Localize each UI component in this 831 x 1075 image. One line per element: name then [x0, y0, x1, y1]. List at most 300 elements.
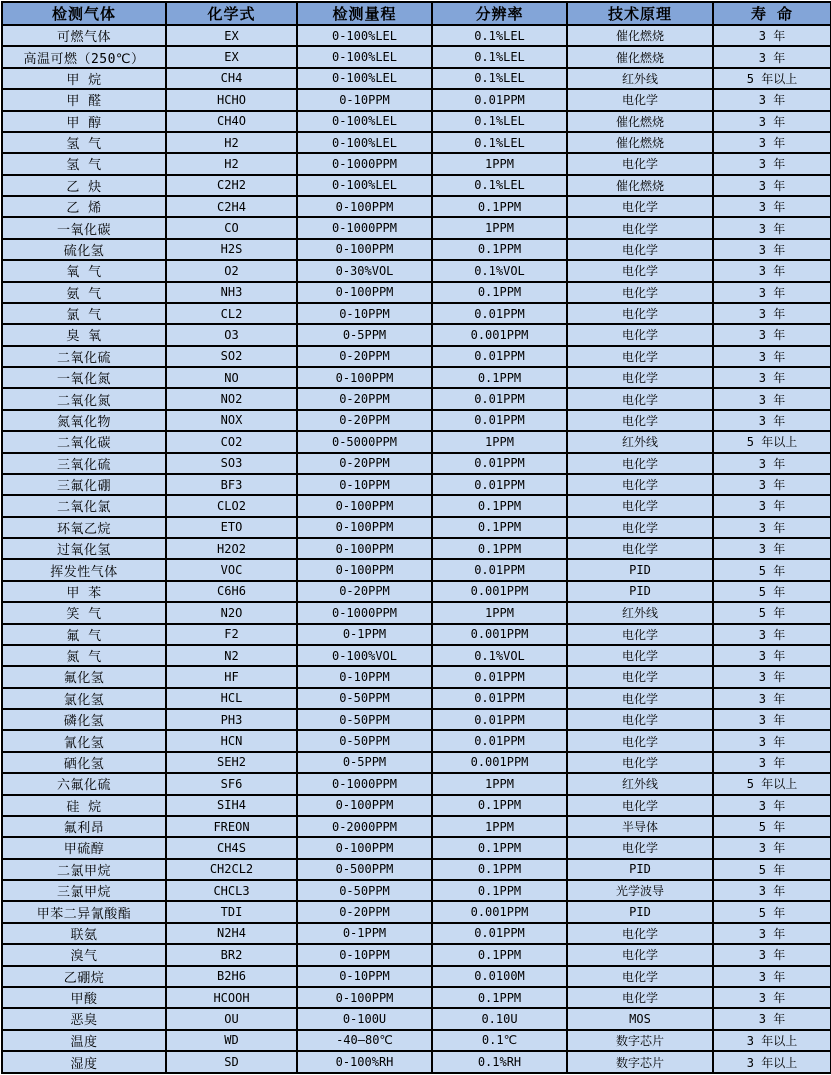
table-row — [2, 68, 831, 89]
spec-cell: 3 年 — [713, 46, 831, 67]
spec-cell: 0.1PPM — [432, 239, 567, 260]
spec-cell: 0.001PPM — [432, 581, 567, 602]
table-body — [2, 25, 831, 1073]
gas-name-cell: 氟化氢 — [2, 666, 166, 687]
table-row — [2, 217, 831, 238]
spec-cell: 催化燃烧 — [567, 132, 713, 153]
gas-name-cell: 氯化氢 — [2, 688, 166, 709]
gas-name-cell: 三氟化硼 — [2, 474, 166, 495]
spec-cell: 0.01PPM — [432, 89, 567, 110]
spec-cell: 0-100PPM — [297, 559, 432, 580]
gas-name-cell: 乙硼烷 — [2, 966, 166, 987]
spec-cell: 0-20PPM — [297, 346, 432, 367]
spec-cell: 0.1%LEL — [432, 68, 567, 89]
gas-name-cell: 甲酸 — [2, 987, 166, 1008]
spec-cell: 0.01PPM — [432, 410, 567, 431]
table-row — [2, 987, 831, 1008]
gas-name-cell: 氢 气 — [2, 132, 166, 153]
spec-cell: ETO — [166, 517, 297, 538]
table-row — [2, 111, 831, 132]
gas-name-cell: 甲 醛 — [2, 89, 166, 110]
spec-cell: 0.1PPM — [432, 837, 567, 858]
spec-cell: 0.001PPM — [432, 752, 567, 773]
spec-cell: 红外线 — [567, 431, 713, 452]
spec-cell: 3 年 — [713, 880, 831, 901]
spec-cell: HCL — [166, 688, 297, 709]
spec-cell: 3 年 — [713, 474, 831, 495]
spec-cell: H2 — [166, 132, 297, 153]
spec-cell: 3 年 — [713, 709, 831, 730]
spec-cell: 0-100PPM — [297, 367, 432, 388]
spec-cell: 电化学 — [567, 324, 713, 345]
gas-name-cell: 过氧化氢 — [2, 538, 166, 559]
spec-cell: 0-100%LEL — [297, 25, 432, 46]
column-header: 技术原理 — [567, 2, 713, 25]
spec-cell: PH3 — [166, 709, 297, 730]
table-row — [2, 709, 831, 730]
spec-cell: NO — [166, 367, 297, 388]
table-row — [2, 966, 831, 987]
table-row — [2, 453, 831, 474]
spec-cell: SO3 — [166, 453, 297, 474]
spec-cell: 0-50PPM — [297, 688, 432, 709]
spec-cell: 3 年 — [713, 303, 831, 324]
spec-cell: 0-1PPM — [297, 923, 432, 944]
spec-cell: 电化学 — [567, 153, 713, 174]
spec-cell: 电化学 — [567, 388, 713, 409]
gas-name-cell: 一氧化氮 — [2, 367, 166, 388]
spec-cell: 3 年 — [713, 175, 831, 196]
spec-cell: 3 年 — [713, 730, 831, 751]
spec-cell: 3 年 — [713, 324, 831, 345]
table-row — [2, 25, 831, 46]
gas-name-cell: 臭 氧 — [2, 324, 166, 345]
spec-cell: 0-100PPM — [297, 837, 432, 858]
spec-cell: 0.01PPM — [432, 666, 567, 687]
spec-cell: 0.01PPM — [432, 923, 567, 944]
spec-cell: -40—80℃ — [297, 1030, 432, 1051]
spec-cell: 0.1%LEL — [432, 25, 567, 46]
spec-cell: 3 年 — [713, 153, 831, 174]
table-row — [2, 46, 831, 67]
table-row — [2, 752, 831, 773]
spec-cell: 5 年 — [713, 581, 831, 602]
spec-cell: 1PPM — [432, 773, 567, 794]
spec-cell: SF6 — [166, 773, 297, 794]
spec-cell: 0.01PPM — [432, 559, 567, 580]
spec-cell: 0.1PPM — [432, 944, 567, 965]
spec-cell: 3 年 — [713, 688, 831, 709]
spec-cell: CH4S — [166, 837, 297, 858]
spec-cell: 光学波导 — [567, 880, 713, 901]
spec-cell: 0-10PPM — [297, 474, 432, 495]
spec-cell: PID — [567, 559, 713, 580]
spec-cell: 半导体 — [567, 816, 713, 837]
spec-cell: 3 年 — [713, 239, 831, 260]
spec-cell: 5 年以上 — [713, 431, 831, 452]
spec-cell: 5 年以上 — [713, 68, 831, 89]
gas-name-cell: 甲 烷 — [2, 68, 166, 89]
spec-cell: 0-100%LEL — [297, 111, 432, 132]
spec-cell: 0.1PPM — [432, 367, 567, 388]
spec-cell: N2H4 — [166, 923, 297, 944]
spec-cell: PID — [567, 901, 713, 922]
spec-cell: 0-20PPM — [297, 388, 432, 409]
spec-cell: 0-100%LEL — [297, 46, 432, 67]
spec-cell: 电化学 — [567, 217, 713, 238]
gas-name-cell: 氰化氢 — [2, 730, 166, 751]
table-row — [2, 1051, 831, 1073]
spec-cell: FREON — [166, 816, 297, 837]
spec-cell: 红外线 — [567, 602, 713, 623]
spec-cell: 0.1PPM — [432, 196, 567, 217]
spec-cell: 3 年 — [713, 196, 831, 217]
gas-name-cell: 三氧化硫 — [2, 453, 166, 474]
table-row — [2, 1008, 831, 1029]
gas-name-cell: 甲苯二异氰酸酯 — [2, 901, 166, 922]
gas-name-cell: 六氟化硫 — [2, 773, 166, 794]
spec-cell: 0-1000PPM — [297, 217, 432, 238]
spec-cell: 0-100PPM — [297, 196, 432, 217]
spec-cell: H2 — [166, 153, 297, 174]
spec-cell: 0-1PPM — [297, 624, 432, 645]
spec-cell: 3 年 — [713, 346, 831, 367]
spec-cell: 0-100%RH — [297, 1051, 432, 1073]
spec-cell: 3 年 — [713, 624, 831, 645]
gas-name-cell: 氢 气 — [2, 153, 166, 174]
table-row — [2, 773, 831, 794]
gas-name-cell: 一氧化碳 — [2, 217, 166, 238]
table-row — [2, 816, 831, 837]
spec-cell: 0-30%VOL — [297, 260, 432, 281]
spec-cell: SO2 — [166, 346, 297, 367]
spec-cell: 0-100PPM — [297, 517, 432, 538]
spec-cell: 3 年 — [713, 388, 831, 409]
spec-cell: 5 年 — [713, 816, 831, 837]
table-row — [2, 624, 831, 645]
spec-cell: 0-100PPM — [297, 282, 432, 303]
spec-cell: 3 年 — [713, 1008, 831, 1029]
table-row — [2, 153, 831, 174]
gas-sensor-spec-table-sheet — [1, 1, 830, 1074]
spec-cell: 0.01PPM — [432, 688, 567, 709]
gas-name-cell: 氟 气 — [2, 624, 166, 645]
table-row — [2, 474, 831, 495]
spec-cell: NH3 — [166, 282, 297, 303]
spec-cell: TDI — [166, 901, 297, 922]
spec-cell: 电化学 — [567, 837, 713, 858]
gas-name-cell: 湿度 — [2, 1051, 166, 1073]
spec-cell: CHCL3 — [166, 880, 297, 901]
spec-cell: WD — [166, 1030, 297, 1051]
spec-cell: 3 年 — [713, 538, 831, 559]
table-row — [2, 175, 831, 196]
gas-name-cell: 氧 气 — [2, 260, 166, 281]
spec-cell: 电化学 — [567, 346, 713, 367]
spec-cell: HCHO — [166, 89, 297, 110]
spec-cell: O3 — [166, 324, 297, 345]
spec-cell: 3 年 — [713, 367, 831, 388]
gas-name-cell: 氮 气 — [2, 645, 166, 666]
spec-cell: F2 — [166, 624, 297, 645]
spec-cell: 0.1%LEL — [432, 132, 567, 153]
spec-cell: PID — [567, 581, 713, 602]
gas-name-cell: 笑 气 — [2, 602, 166, 623]
gas-name-cell: 二氧化氯 — [2, 495, 166, 516]
spec-cell: 0-100%LEL — [297, 175, 432, 196]
table-header — [2, 2, 831, 25]
spec-cell: 5 年 — [713, 859, 831, 880]
gas-name-cell: 氯 气 — [2, 303, 166, 324]
spec-cell: 3 年 — [713, 25, 831, 46]
spec-cell: N2O — [166, 602, 297, 623]
gas-sensor-spec-table — [1, 1, 831, 1074]
table-row — [2, 645, 831, 666]
spec-cell: 0.01PPM — [432, 453, 567, 474]
spec-cell: 3 年 — [713, 410, 831, 431]
spec-cell: 0.01PPM — [432, 709, 567, 730]
spec-cell: 数字芯片 — [567, 1030, 713, 1051]
header-row — [2, 2, 831, 25]
spec-cell: 电化学 — [567, 944, 713, 965]
spec-cell: B2H6 — [166, 966, 297, 987]
gas-name-cell: 二氯甲烷 — [2, 859, 166, 880]
spec-cell: 电化学 — [567, 966, 713, 987]
spec-cell: 电化学 — [567, 474, 713, 495]
spec-cell: EX — [166, 46, 297, 67]
table-row — [2, 388, 831, 409]
spec-cell: MOS — [567, 1008, 713, 1029]
spec-cell: 3 年 — [713, 111, 831, 132]
spec-cell: 0.1PPM — [432, 987, 567, 1008]
spec-cell: 3 年 — [713, 495, 831, 516]
spec-cell: 0-100%LEL — [297, 68, 432, 89]
spec-cell: 电化学 — [567, 303, 713, 324]
spec-cell: PID — [567, 859, 713, 880]
spec-cell: 电化学 — [567, 495, 713, 516]
spec-cell: SIH4 — [166, 795, 297, 816]
table-row — [2, 239, 831, 260]
spec-cell: 0.001PPM — [432, 324, 567, 345]
spec-cell: 0-20PPM — [297, 453, 432, 474]
column-header: 寿 命 — [713, 2, 831, 25]
spec-cell: O2 — [166, 260, 297, 281]
spec-cell: 0.1℃ — [432, 1030, 567, 1051]
table-row — [2, 602, 831, 623]
spec-cell: N2 — [166, 645, 297, 666]
table-row — [2, 346, 831, 367]
spec-cell: BR2 — [166, 944, 297, 965]
spec-cell: CO — [166, 217, 297, 238]
spec-cell: 0-10PPM — [297, 303, 432, 324]
table-row — [2, 901, 831, 922]
gas-name-cell: 甲硫醇 — [2, 837, 166, 858]
spec-cell: 1PPM — [432, 816, 567, 837]
spec-cell: 电化学 — [567, 795, 713, 816]
spec-cell: 0-20PPM — [297, 901, 432, 922]
spec-cell: 0.1PPM — [432, 538, 567, 559]
spec-cell: VOC — [166, 559, 297, 580]
spec-cell: 电化学 — [567, 239, 713, 260]
table-row — [2, 581, 831, 602]
spec-cell: 3 年 — [713, 666, 831, 687]
spec-cell: 3 年 — [713, 282, 831, 303]
table-row — [2, 324, 831, 345]
spec-cell: 0-2000PPM — [297, 816, 432, 837]
gas-name-cell: 磷化氢 — [2, 709, 166, 730]
gas-name-cell: 高温可燃（250℃） — [2, 46, 166, 67]
table-row — [2, 410, 831, 431]
spec-cell: 0-50PPM — [297, 730, 432, 751]
spec-cell: 电化学 — [567, 410, 713, 431]
table-row — [2, 89, 831, 110]
spec-cell: 3 年以上 — [713, 1030, 831, 1051]
spec-cell: 0.1PPM — [432, 282, 567, 303]
table-row — [2, 431, 831, 452]
spec-cell: SD — [166, 1051, 297, 1073]
table-row — [2, 923, 831, 944]
spec-cell: 电化学 — [567, 666, 713, 687]
spec-cell: SEH2 — [166, 752, 297, 773]
gas-name-cell: 甲 醇 — [2, 111, 166, 132]
spec-cell: 0.001PPM — [432, 901, 567, 922]
spec-cell: HF — [166, 666, 297, 687]
gas-name-cell: 氨 气 — [2, 282, 166, 303]
spec-cell: 0.1%LEL — [432, 111, 567, 132]
gas-name-cell: 三氯甲烷 — [2, 880, 166, 901]
table-row — [2, 944, 831, 965]
spec-cell: HCN — [166, 730, 297, 751]
column-header: 检测量程 — [297, 2, 432, 25]
table-row — [2, 196, 831, 217]
spec-cell: 0.1%VOL — [432, 260, 567, 281]
table-row — [2, 795, 831, 816]
spec-cell: 1PPM — [432, 431, 567, 452]
spec-cell: 0-10PPM — [297, 666, 432, 687]
gas-name-cell: 溴气 — [2, 944, 166, 965]
gas-name-cell: 二氧化氮 — [2, 388, 166, 409]
spec-cell: 0-100PPM — [297, 239, 432, 260]
spec-cell: NOX — [166, 410, 297, 431]
spec-cell: 0-100U — [297, 1008, 432, 1029]
spec-cell: 3 年 — [713, 517, 831, 538]
spec-cell: 红外线 — [567, 773, 713, 794]
spec-cell: 电化学 — [567, 730, 713, 751]
spec-cell: 3 年 — [713, 645, 831, 666]
spec-cell: 催化燃烧 — [567, 111, 713, 132]
spec-cell: 0-50PPM — [297, 709, 432, 730]
spec-cell: 0-500PPM — [297, 859, 432, 880]
spec-cell: 红外线 — [567, 68, 713, 89]
table-row — [2, 1030, 831, 1051]
table-row — [2, 837, 831, 858]
spec-cell: 0.01PPM — [432, 346, 567, 367]
spec-cell: 3 年 — [713, 966, 831, 987]
gas-name-cell: 联氨 — [2, 923, 166, 944]
table-row — [2, 132, 831, 153]
spec-cell: 0-100PPM — [297, 987, 432, 1008]
spec-cell: 电化学 — [567, 517, 713, 538]
gas-name-cell: 乙 烯 — [2, 196, 166, 217]
spec-cell: 0-20PPM — [297, 581, 432, 602]
spec-cell: 0-100PPM — [297, 538, 432, 559]
table-row — [2, 260, 831, 281]
spec-cell: 1PPM — [432, 153, 567, 174]
gas-name-cell: 硅 烷 — [2, 795, 166, 816]
gas-name-cell: 可燃气体 — [2, 25, 166, 46]
spec-cell: 0-1000PPM — [297, 773, 432, 794]
spec-cell: 0.01PPM — [432, 730, 567, 751]
spec-cell: C2H4 — [166, 196, 297, 217]
table-row — [2, 559, 831, 580]
spec-cell: 0-100PPM — [297, 495, 432, 516]
spec-cell: 0.01PPM — [432, 388, 567, 409]
table-row — [2, 538, 831, 559]
gas-name-cell: 氮氧化物 — [2, 410, 166, 431]
spec-cell: 0.01PPM — [432, 303, 567, 324]
table-row — [2, 282, 831, 303]
spec-cell: 电化学 — [567, 282, 713, 303]
spec-cell: 0-100%VOL — [297, 645, 432, 666]
spec-cell: 数字芯片 — [567, 1051, 713, 1073]
spec-cell: 3 年 — [713, 217, 831, 238]
spec-cell: 1PPM — [432, 217, 567, 238]
spec-cell: 0-5000PPM — [297, 431, 432, 452]
column-header: 检测气体 — [2, 2, 166, 25]
table-row — [2, 517, 831, 538]
spec-cell: 催化燃烧 — [567, 175, 713, 196]
gas-name-cell: 二氧化碳 — [2, 431, 166, 452]
spec-cell: 3 年 — [713, 132, 831, 153]
table-row — [2, 880, 831, 901]
table-row — [2, 495, 831, 516]
spec-cell: 0-50PPM — [297, 880, 432, 901]
spec-cell: 0-100PPM — [297, 795, 432, 816]
spec-cell: 0.1PPM — [432, 495, 567, 516]
spec-cell: 0.0100M — [432, 966, 567, 987]
spec-cell: 0.01PPM — [432, 474, 567, 495]
spec-cell: 0-10PPM — [297, 89, 432, 110]
spec-cell: 0-1000PPM — [297, 153, 432, 174]
spec-cell: 0.1%VOL — [432, 645, 567, 666]
spec-cell: 催化燃烧 — [567, 46, 713, 67]
spec-cell: 3 年 — [713, 795, 831, 816]
spec-cell: 0-20PPM — [297, 410, 432, 431]
spec-cell: CH4O — [166, 111, 297, 132]
spec-cell: 0.001PPM — [432, 624, 567, 645]
spec-cell: CH4 — [166, 68, 297, 89]
spec-cell: 0-10PPM — [297, 944, 432, 965]
spec-cell: 电化学 — [567, 923, 713, 944]
spec-cell: 0.10U — [432, 1008, 567, 1029]
spec-cell: H2S — [166, 239, 297, 260]
spec-cell: H2O2 — [166, 538, 297, 559]
gas-name-cell: 硒化氢 — [2, 752, 166, 773]
spec-cell: 电化学 — [567, 645, 713, 666]
spec-cell: 3 年 — [713, 837, 831, 858]
gas-name-cell: 甲 苯 — [2, 581, 166, 602]
spec-cell: 0-5PPM — [297, 752, 432, 773]
spec-cell: 电化学 — [567, 538, 713, 559]
spec-cell: 3 年 — [713, 944, 831, 965]
spec-cell: 3 年 — [713, 923, 831, 944]
table-row — [2, 859, 831, 880]
spec-cell: 电化学 — [567, 367, 713, 388]
spec-cell: 5 年 — [713, 901, 831, 922]
spec-cell: 5 年 — [713, 602, 831, 623]
spec-cell: 电化学 — [567, 987, 713, 1008]
spec-cell: 3 年 — [713, 987, 831, 1008]
